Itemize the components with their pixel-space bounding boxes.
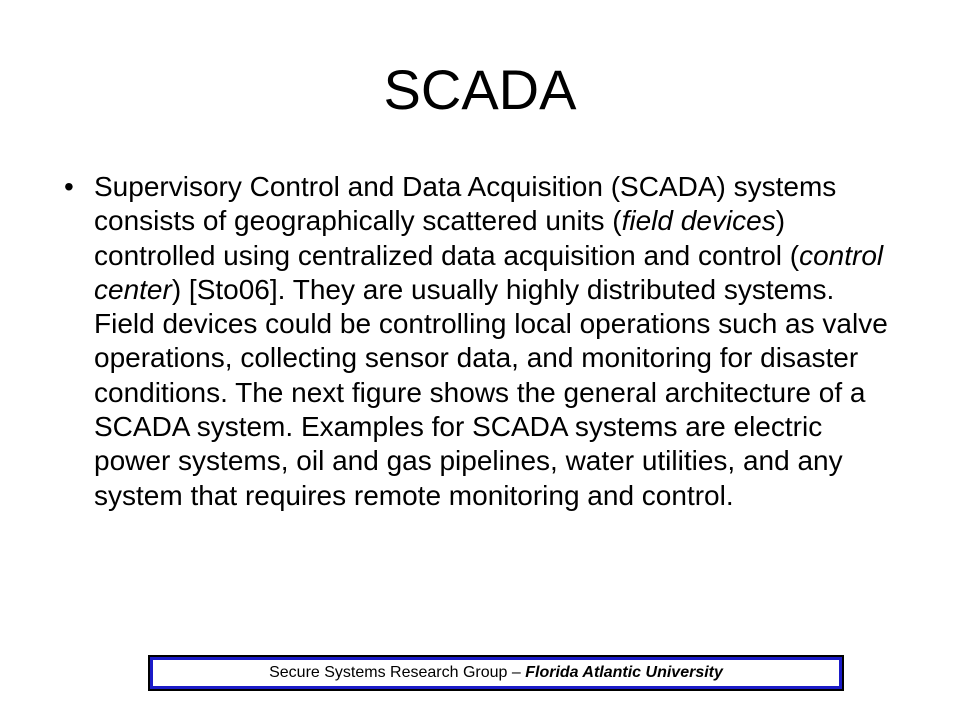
footer-affiliation: Florida Atlantic University bbox=[525, 664, 723, 681]
bullet-italic-term: field devices bbox=[621, 205, 776, 237]
bullet-list bbox=[64, 170, 894, 513]
bullet-marker: • bbox=[64, 171, 74, 202]
bullet-text-part: Supervisory Control and Data Acquisition (SCADA) systems consists of geographically scattered units ( bbox=[94, 171, 837, 237]
footer-bar bbox=[148, 655, 844, 691]
footer-group: Secure Systems Research Group – bbox=[269, 664, 526, 681]
bullet-text-part: ) [Sto06]. They are usually highly distributed systems. Field devices could be controlling local operations such as valve operations, collecting sensor data, and monitoring for disaster conditions. The next figure shows the general architecture of a SCADA system. Examples for SCADA systems are electric power systems, oil and gas pipelines, water utilities, and any system that requires remote monitoring and control. bbox=[94, 273, 888, 511]
slide-title: SCADA bbox=[383, 58, 577, 121]
footer-text bbox=[153, 660, 839, 686]
bullet-item bbox=[64, 170, 894, 513]
bullet-text-part: ) controlled using centralized data acquisition and control ( bbox=[94, 205, 800, 271]
bullet-italic-term: control center bbox=[94, 239, 884, 305]
